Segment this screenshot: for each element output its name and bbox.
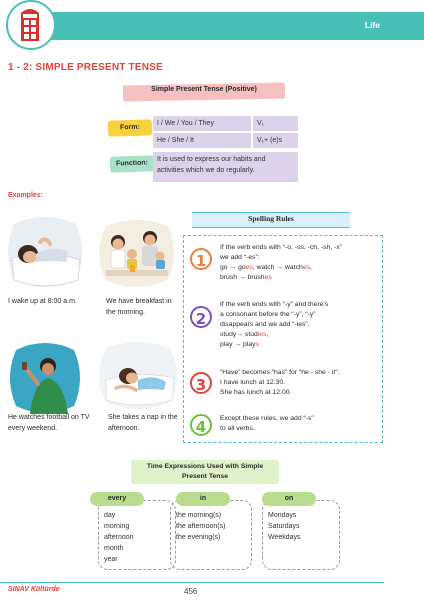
time-item: the evening(s) — [176, 534, 221, 541]
rule-line: a consonant before the “-y”, “-y” — [220, 311, 316, 318]
form-label: Form: — [108, 119, 153, 137]
time-item: month — [104, 545, 124, 552]
rule-number-2: 2 — [190, 306, 212, 328]
footer-rule — [0, 582, 384, 583]
function-text: It is used to express our habits and activities which we do regularly. — [153, 152, 298, 182]
rule-line: If the verb ends with “-o, -ss, -ch, -sh, -x” — [220, 244, 342, 251]
form-row — [153, 133, 298, 148]
breakfast-photo — [96, 218, 176, 290]
section-title: Life — [364, 20, 380, 30]
rule-line: we add “-es”: — [220, 254, 260, 261]
time-group-list — [104, 510, 134, 565]
rule-example — [220, 330, 385, 340]
rule-suffix: es — [245, 264, 253, 271]
spelling-rule-2 — [220, 300, 385, 350]
time-title-line: Present Tense — [182, 473, 228, 480]
grammar-banner-title: Simple Present Tense (Positive) — [151, 86, 257, 93]
example-caption: We have breakfast in the morning. — [106, 298, 172, 316]
rule-example-text: , — [266, 331, 269, 338]
lesson-title: 1 - 2: SIMPLE PRESENT TENSE — [8, 62, 163, 73]
form-verb: V₁+ (e)s — [253, 133, 298, 148]
time-item: the afternoon(s) — [176, 523, 226, 530]
form-subject: He / She / It — [153, 133, 251, 148]
time-title-line: Time Expressions Used with Simple — [146, 463, 264, 470]
spelling-rule-3 — [220, 368, 385, 398]
spelling-rule-1 — [220, 243, 385, 283]
rule-example — [220, 263, 385, 273]
form-table — [153, 116, 298, 150]
rule-suffix: ies — [257, 331, 267, 338]
wake-up-photo — [6, 214, 84, 290]
rule-line: I have lunch at 12.30. — [220, 379, 285, 386]
rule-example-text: , — [309, 264, 312, 271]
football-photo — [8, 340, 82, 416]
form-verb: V₁ — [253, 116, 298, 131]
phone-booth-icon — [19, 5, 41, 43]
function-label: Function: — [110, 155, 155, 173]
time-item: afternoon — [104, 534, 134, 541]
time-item: day — [104, 512, 116, 519]
rule-number-3: 3 — [190, 372, 212, 394]
rule-line: If the verb ends with “-y” and there’s — [220, 301, 329, 308]
rule-suffix: es — [264, 274, 272, 281]
nap-photo — [96, 340, 180, 412]
time-group-list — [268, 510, 301, 543]
time-group-head: every — [90, 492, 144, 506]
time-expressions-title — [131, 462, 279, 482]
form-subject: I / We / You / They — [153, 116, 251, 131]
time-item: Mondays — [268, 512, 297, 519]
time-group-list — [176, 510, 225, 543]
publisher-logo: SINAV Kültürde — [8, 586, 60, 593]
form-row — [153, 116, 298, 131]
rule-example-text: go → go — [220, 264, 246, 271]
rule-line: disappears and we add “-ies”. — [220, 321, 310, 328]
time-item: year — [104, 556, 118, 563]
time-group-head: on — [262, 492, 316, 506]
rule-example — [220, 273, 385, 283]
rule-example-text: , watch → watch — [252, 264, 303, 271]
time-item: Weekdays — [268, 534, 301, 541]
rule-example-text: play → play — [220, 341, 256, 348]
rule-number-4: 4 — [190, 414, 212, 436]
spelling-rule-4 — [220, 414, 385, 434]
rule-suffix: es — [302, 264, 310, 271]
rule-example — [220, 340, 385, 350]
example-caption: She takes a nap in the afternoon. — [108, 414, 178, 432]
time-item: morning — [104, 523, 130, 530]
page-number: 456 — [184, 587, 198, 596]
rule-line: to all verbs. — [220, 425, 255, 432]
rule-line: “Have” becomes “has” for “he - she - it”: — [220, 369, 340, 376]
example-caption: I wake up at 8:00 a.m. — [8, 298, 77, 305]
spelling-title: Spelling Rules — [248, 214, 294, 223]
time-item: the morning(s) — [176, 512, 222, 519]
example-caption: He watches football on TV every weekend. — [8, 414, 90, 432]
rule-example-text: study→ stud — [220, 331, 258, 338]
rule-line: She has lunch at 12.00. — [220, 389, 292, 396]
rule-line: Except these rules, we add “-s” — [220, 415, 314, 422]
examples-label: Examples: — [8, 192, 44, 199]
rule-example-text: brush → brush — [220, 274, 265, 281]
rule-number-1: 1 — [190, 248, 212, 270]
time-group-head: in — [176, 492, 230, 506]
time-item: Saturdays — [268, 523, 300, 530]
rule-suffix: s — [255, 341, 259, 348]
